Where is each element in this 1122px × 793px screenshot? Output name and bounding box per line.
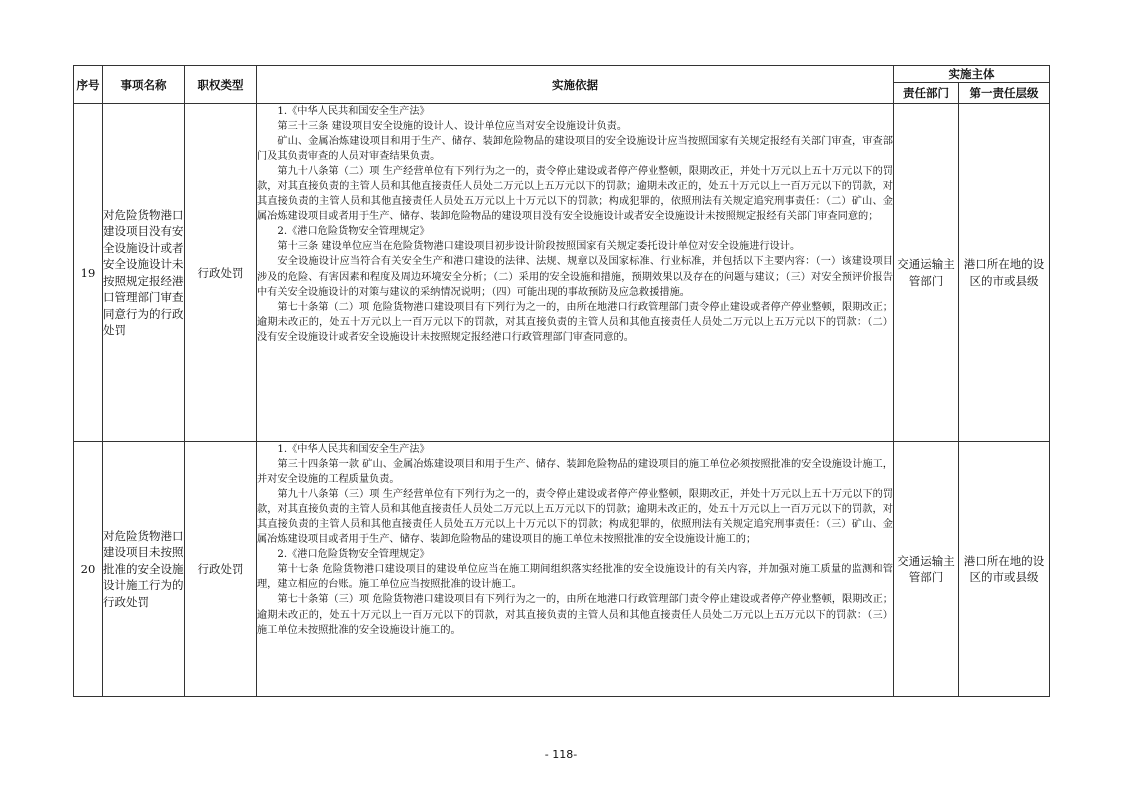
basis-paragraph: 第三十三条 建设项目安全设施的设计人、设计单位应当对安全设施设计负责。 <box>277 121 628 133</box>
header-seq: 序号 <box>74 66 103 104</box>
header-level: 第一责任层级 <box>959 83 1050 104</box>
header-power-type: 职权类型 <box>185 66 257 104</box>
basis-paragraph: 1.《中华人民共和国安全生产法》 <box>277 444 430 455</box>
basis-paragraph: 1.《中华人民共和国安全生产法》 <box>277 106 430 117</box>
table-row <box>74 442 1050 697</box>
row-number: 19 <box>74 104 103 442</box>
implementation-basis <box>257 442 894 697</box>
basis-paragraph: 第九十八条第（二）项 生产经营单位有下列行为之一的，责令停止建设或者停产停业整顿，限期改正，并处十万元以上五十万元以下的罚款，对其直接负责的主管人员和其他直接责任人员处二万元以上五万元以下的罚款；逾期未改正的，处五十万元以上一百万元以下的罚款，对其直接负责的主管人员和其他直接责任人员处五万元以上十万元以下的罚款；构成犯罪的，依照刑法有关规定追究刑事责任：（二）矿山、金属冶炼建设项目或者用于生产、储存、装卸危险物品的建设项目没有安全设施设计或者安全设施设计未按照规定报经有关部门审查同意的； <box>257 166 893 223</box>
responsible-dept: 交通运输主管部门 <box>894 104 959 442</box>
responsible-dept: 交通运输主管部门 <box>894 442 959 697</box>
basis-paragraph: 第七十条第（二）项 危险货物港口建设项目有下列行为之一的，由所在地港口行政管理部门责令停止建设或者停产停业整顿，限期改正；逾期未改正的，处五十万元以上一百万元以下的罚款，对其直接负责的主管人员和其他直接责任人员处二万元以上五万元以下的罚款：（二）没有安全设施设计或者安全设施设计未按照规定报经港口行政管理部门审查同意的。 <box>257 301 893 343</box>
basis-paragraph: 2.《港口危险货物安全管理规定》 <box>277 549 430 561</box>
basis-paragraph: 矿山、金属冶炼建设项目和用于生产、储存、装卸危险物品的建设项目的安全设施设计应当按照国家有关规定报经有关部门审查，审查部门及其负责审查的人员对审查结果负责。 <box>257 136 893 163</box>
basis-paragraph: 第三十四条第一款 矿山、金属冶炼建设项目和用于生产、储存、装卸危险物品的建设项目的施工单位必须按照批准的安全设施设计施工，并对安全设施的工程质量负责。 <box>257 459 893 486</box>
implementation-basis <box>257 104 894 442</box>
basis-paragraph: 安全设施设计应当符合有关安全生产和港口建设的法律、法规、规章以及国家标准、行业标准，并包括以下主要内容：（一）该建设项目涉及的危险、有害因素和程度及周边环境安全分析；（二）采用的安全设施和措施，预期效果以及存在的问题与建议；（三）对安全预评价报告中有关安全设施设计的对策与建议的采纳情况说明；（四）可能出现的事故预防及应急救援措施。 <box>257 256 893 298</box>
row-number: 20 <box>74 442 103 697</box>
basis-paragraph: 第十三条 建设单位应当在危险货物港口建设项目初步设计阶段按照国家有关规定委托设计单位对安全设施进行设计。 <box>277 241 801 253</box>
header-item-name: 事项名称 <box>103 66 185 104</box>
enforcement-table <box>73 65 1050 697</box>
power-type: 行政处罚 <box>185 104 257 442</box>
power-type: 行政处罚 <box>185 442 257 697</box>
basis-paragraph: 2.《港口危险货物安全管理规定》 <box>277 226 430 238</box>
header-subject: 实施主体 <box>894 66 1050 83</box>
responsible-level: 港口所在地的设区的市或县级 <box>959 104 1050 442</box>
table-row <box>74 104 1050 442</box>
header-basis: 实施依据 <box>257 66 894 104</box>
item-name: 对危险货物港口建设项目没有安全设施设计或者安全设施设计未按照规定报经港口管理部门审查同意行为的行政处罚 <box>103 104 185 442</box>
header-dept: 责任部门 <box>894 83 959 104</box>
responsible-level: 港口所在地的设区的市或县级 <box>959 442 1050 697</box>
basis-paragraph: 第十七条 危险货物港口建设项目的建设单位应当在施工期间组织落实经批准的安全设施设计的有关内容，并加强对施工质量的监测和管理，建立相应的台账。施工单位应当按照批准的设计施工。 <box>257 564 893 591</box>
basis-paragraph: 第九十八条第（三）项 生产经营单位有下列行为之一的，责令停止建设或者停产停业整顿，限期改正，并处十万元以上五十万元以下的罚款，对其直接负责的主管人员和其他直接责任人员处二万元以上五万元以下的罚款；逾期未改正的，处五十万元以上一百万元以下的罚款，对其直接负责的主管人员和其他直接责任人员处五万元以上十万元以下的罚款；构成犯罪的，依照刑法有关规定追究刑事责任：（三）矿山、金属冶炼建设项目或者用于生产、储存、装卸危险物品的建设项目的施工单位未按照批准的安全设施设计施工的； <box>257 489 893 546</box>
table-header <box>74 66 1050 104</box>
item-name: 对危险货物港口建设项目未按照批准的安全设施设计施工行为的行政处罚 <box>103 442 185 697</box>
page-number: - 118- <box>544 748 578 761</box>
basis-paragraph: 第七十条第（三）项 危险货物港口建设项目有下列行为之一的，由所在地港口行政管理部门责令停止建设或者停产停业整顿，限期改正；逾期未改正的，处五十万元以上一百万元以下的罚款，对其直接负责的主管人员和其他直接责任人员处二万元以上五万元以下的罚款：（三）施工单位未按照批准的安全设施设计施工的。 <box>257 594 893 636</box>
